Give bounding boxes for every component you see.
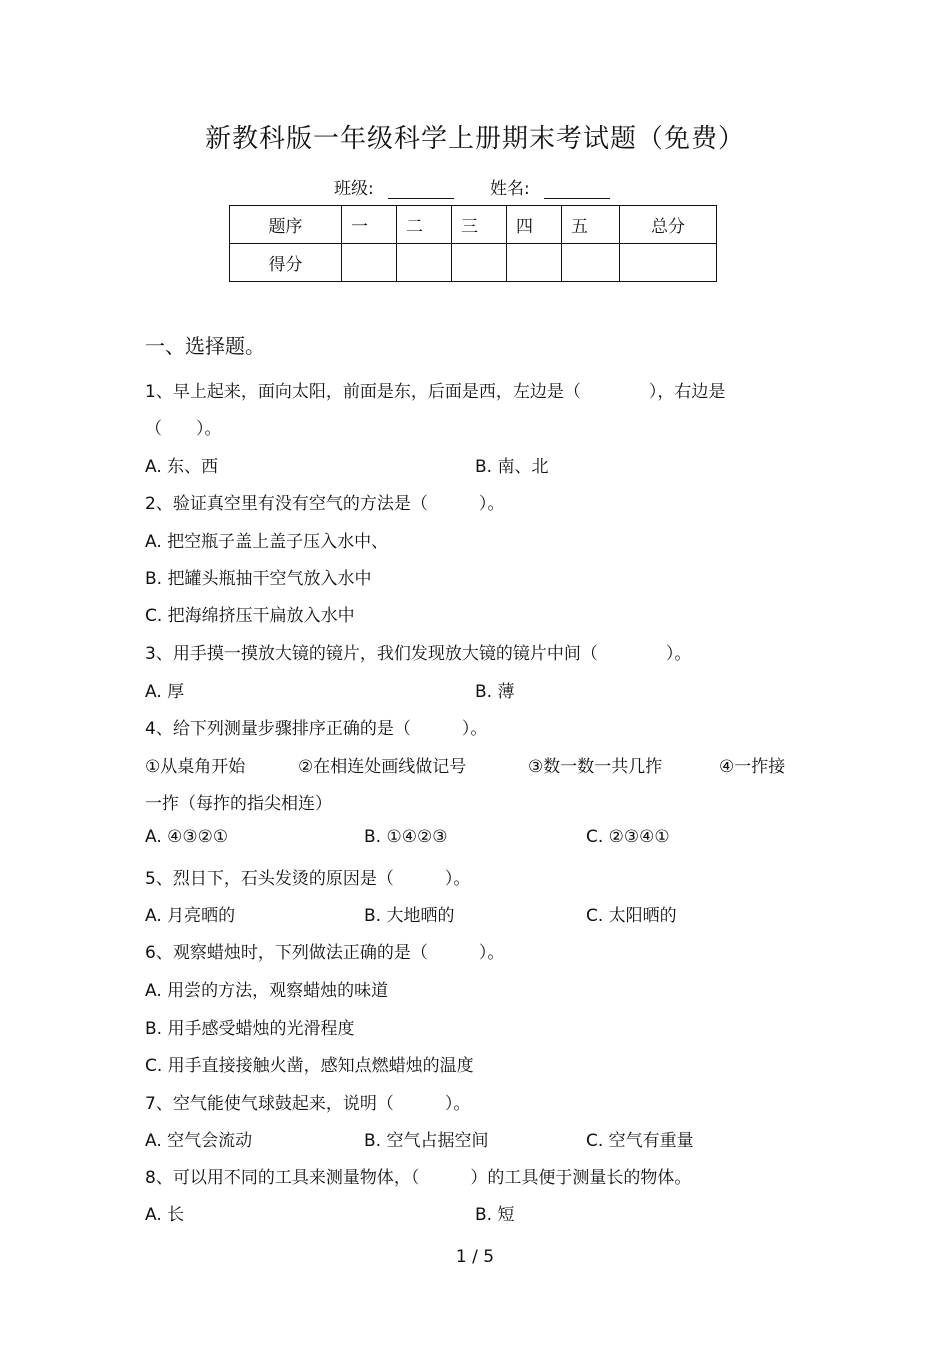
question-3: 3、用手摸一摸放大镜的镜片，我们发现放大镜的镜片中间（ ）。 xyxy=(145,644,692,664)
question-6: 6、观察蜡烛时，下列做法正确的是（ ）。 xyxy=(145,943,505,963)
question-1-cont: （ ）。 xyxy=(145,419,222,439)
option: B. 短 xyxy=(475,1205,515,1225)
score-header-cell: 总分 xyxy=(620,206,717,244)
name-blank xyxy=(544,180,610,199)
option: B. 用手感受蜡烛的光滑程度 xyxy=(145,1019,355,1039)
option: C. 太阳晒的 xyxy=(586,906,677,926)
question-4: 4、给下列测量步骤排序正确的是（ ）。 xyxy=(145,719,488,739)
score-cell xyxy=(562,244,620,282)
option: B. 薄 xyxy=(475,682,515,702)
question-2: 2、验证真空里有没有空气的方法是（ ）。 xyxy=(145,494,505,514)
score-cell xyxy=(452,244,507,282)
option: A. ④③②① xyxy=(145,827,229,847)
option: A. 把空瓶子盖上盖子压入水中、 xyxy=(145,532,389,552)
question-7: 7、空气能使气球鼓起来，说明（ ）。 xyxy=(145,1094,471,1114)
class-label: 班级: xyxy=(334,179,374,199)
option: A. 东、西 xyxy=(145,457,219,477)
score-header-cell: 二 xyxy=(397,206,452,244)
option: C. 空气有重量 xyxy=(586,1131,694,1151)
option: A. 厚 xyxy=(145,682,185,702)
class-field xyxy=(334,174,454,199)
name-field xyxy=(490,174,610,199)
option: A. 空气会流动 xyxy=(145,1131,253,1151)
score-table-score-row xyxy=(230,244,717,282)
step: ③数一数一共几拃 xyxy=(528,757,663,777)
score-cell xyxy=(620,244,717,282)
score-cell xyxy=(342,244,397,282)
class-blank xyxy=(388,180,454,199)
option: B. 把罐头瓶抽干空气放入水中 xyxy=(145,569,372,589)
option: B. 南、北 xyxy=(475,457,549,477)
option: B. 空气占据空间 xyxy=(364,1131,489,1151)
name-label: 姓名: xyxy=(490,179,530,199)
option: C. 把海绵挤压干扁放入水中 xyxy=(145,606,355,626)
score-row-label: 得分 xyxy=(230,244,342,282)
score-table-header-row xyxy=(230,206,717,244)
page-number: 1 / 5 xyxy=(455,1247,495,1267)
score-cell xyxy=(507,244,562,282)
option: C. ②③④① xyxy=(586,827,670,847)
score-header-cell: 题序 xyxy=(230,206,342,244)
score-header-cell: 三 xyxy=(452,206,507,244)
question-8: 8、可以用不同的工具来测量物体，（ ）的工具便于测量长的物体。 xyxy=(145,1168,692,1188)
score-header-cell: 四 xyxy=(507,206,562,244)
step: ②在相连处画线做记号 xyxy=(298,757,467,777)
section-heading: 一、选择题。 xyxy=(145,334,265,358)
score-cell xyxy=(397,244,452,282)
score-header-cell: 五 xyxy=(562,206,620,244)
question-5: 5、烈日下，石头发烫的原因是（ ）。 xyxy=(145,869,471,889)
step-cont: 一拃（每拃的指尖相连） xyxy=(145,794,332,814)
page-title: 新教科版一年级科学上册期末考试题（免费） xyxy=(204,124,745,154)
step: ①从桌角开始 xyxy=(145,757,246,777)
option: B. 大地晒的 xyxy=(364,906,455,926)
score-header-cell: 一 xyxy=(342,206,397,244)
option: A. 月亮晒的 xyxy=(145,906,236,926)
option: A. 用尝的方法，观察蜡烛的味道 xyxy=(145,981,389,1001)
option: C. 用手直接接触火凿，感知点燃蜡烛的温度 xyxy=(145,1056,474,1076)
score-table xyxy=(229,205,717,282)
option: A. 长 xyxy=(145,1205,185,1225)
option: B. ①④②③ xyxy=(364,827,448,847)
step: ④一拃接 xyxy=(719,757,786,777)
question-1: 1、早上起来，面向太阳，前面是东，后面是西，左边是（ ），右边是 xyxy=(145,382,726,402)
